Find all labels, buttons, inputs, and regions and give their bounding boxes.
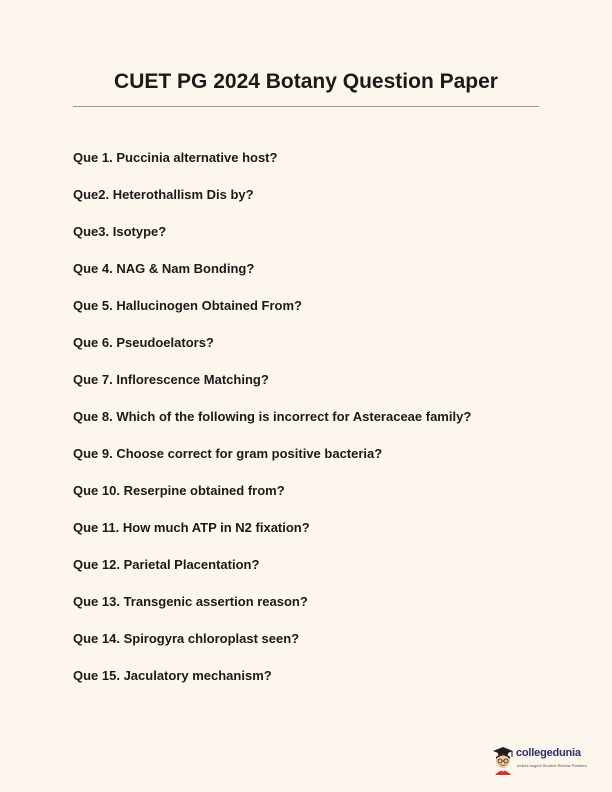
question-item: Que 7. Inflorescence Matching? xyxy=(73,372,269,387)
title-divider xyxy=(73,106,539,107)
question-item: Que 9. Choose correct for gram positive bacteria? xyxy=(73,446,383,461)
question-item: Que3. Isotype? xyxy=(73,224,167,239)
question-item: Que 11. How much ATP in N2 fixation? xyxy=(73,520,310,535)
question-item: Que 4. NAG & Nam Bonding? xyxy=(73,261,255,276)
question-item: Que2. Heterothallism Dis by? xyxy=(73,187,254,202)
question-list xyxy=(73,150,471,705)
question-item: Que 10. Reserpine obtained from? xyxy=(73,483,285,498)
question-item: Que 14. Spirogyra chloroplast seen? xyxy=(73,631,300,646)
logo-wordmark: collegedunia xyxy=(516,747,581,759)
question-item: Que 6. Pseudoelators? xyxy=(73,335,214,350)
question-item: Que 8. Which of the following is incorrect for Asteraceae family? xyxy=(73,409,472,424)
collegedunia-logo xyxy=(490,744,590,776)
page-title: CUET PG 2024 Botany Question Paper xyxy=(114,70,498,93)
question-item: Que 1. Puccinia alternative host? xyxy=(73,150,278,165)
question-item: Que 13. Transgenic assertion reason? xyxy=(73,594,308,609)
question-item: Que 5. Hallucinogen Obtained From? xyxy=(73,298,302,313)
logo-tagline: India's largest Student Review Platform xyxy=(517,763,587,768)
mascot-icon xyxy=(490,744,516,776)
question-item: Que 12. Parietal Placentation? xyxy=(73,557,260,572)
question-item: Que 15. Jaculatory mechanism? xyxy=(73,668,272,683)
